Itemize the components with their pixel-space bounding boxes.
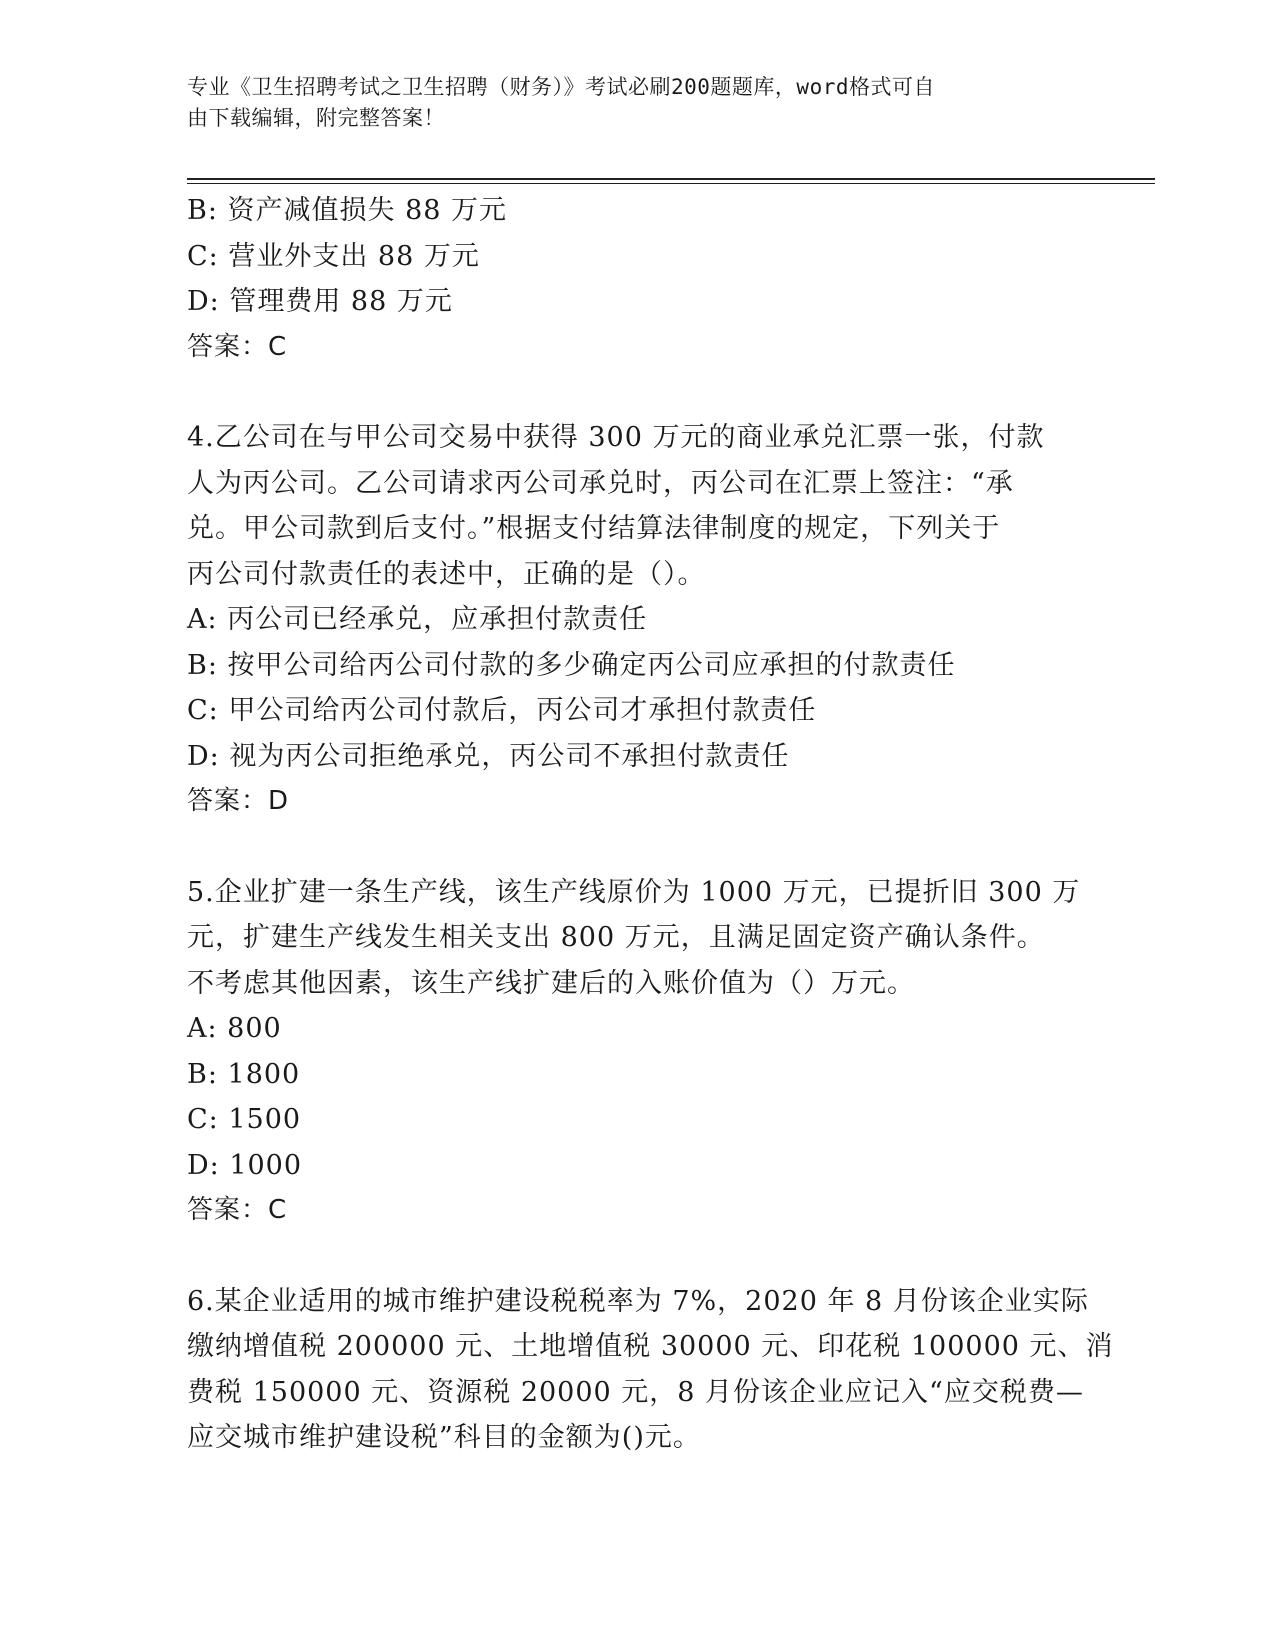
question-spacer [187,1234,1087,1279]
option-c: C: 1500 [187,1104,302,1135]
option-c: C: 营业外支出 88 万元 [187,240,480,272]
option-d: D: 管理费用 88 万元 [187,286,453,317]
option-b: B: 资产减值损失 88 万元 [187,195,508,226]
option-c: C: 甲公司给丙公司付款后，丙公司才承担付款责任 [187,695,817,726]
option-a: A: 800 [187,1013,282,1044]
header-divider-thin [187,183,1155,184]
option-b: B: 1800 [187,1058,301,1090]
question-spacer [187,370,1087,415]
question-6 [187,1279,1114,1461]
header-line-1: 专业《卫生招聘考试之卫生招聘（财务）》考试必刷200题题库，word格式可自 [187,75,935,99]
question-5 [187,870,1087,1234]
header-line-2: 由下载编辑，附完整答案！ [187,106,445,130]
question-stem-line: 费税 150000 元、资源税 20000 元，8 月份该企业应记入“应交税费— [187,1376,1084,1408]
option-d: D: 视为丙公司拒绝承兑，丙公司不承担付款责任 [187,740,790,772]
document-body [187,188,1114,1461]
question-stem-line: 不考虑其他因素，该生产线扩建后的入账价值为（）万元。 [187,967,915,999]
question-stem-line: 缴纳增值税 200000 元、土地增值税 30000 元、印花税 100000 元、消 [187,1331,1114,1362]
option-d: D: 1000 [187,1149,303,1181]
question-stem-line: 人为丙公司。乙公司请求丙公司承兑时，丙公司在汇票上签注：“承 [187,467,1014,499]
question-stem-line: 6.某企业适用的城市维护建设税税率为 7%，2020 年 8 月份该企业实际 [187,1285,1089,1317]
header-divider-thick [187,178,1155,180]
question-stem-line: 丙公司付款责任的表述中，正确的是（）。 [187,558,706,590]
question-3 [187,188,1087,370]
question-stem-line: 4.乙公司在与甲公司交易中获得 300 万元的商业承兑汇票一张，付款 [187,422,1045,453]
option-b: B: 按甲公司给丙公司付款的多少确定丙公司应承担的付款责任 [187,649,956,681]
question-stem-line: 兑。甲公司款到后支付。”根据支付结算法律制度的规定，下列关于 [187,513,1001,544]
question-4 [187,415,1087,825]
document-header [187,72,1067,134]
question-spacer [187,825,1087,870]
answer: 答案：C [187,1195,288,1225]
question-stem-line: 5.企业扩建一条生产线，该生产线原价为 1000 万元，已提折旧 300 万 [187,876,1081,908]
answer: 答案：D [187,786,290,816]
question-stem-line: 应交城市维护建设税”科目的金额为()元。 [187,1422,701,1453]
option-a: A: 丙公司已经承兑，应承担付款责任 [187,604,648,635]
answer: 答案：C [187,331,288,362]
question-stem-line: 元，扩建生产线发生相关支出 800 万元，且满足固定资产确认条件。 [187,922,1045,953]
